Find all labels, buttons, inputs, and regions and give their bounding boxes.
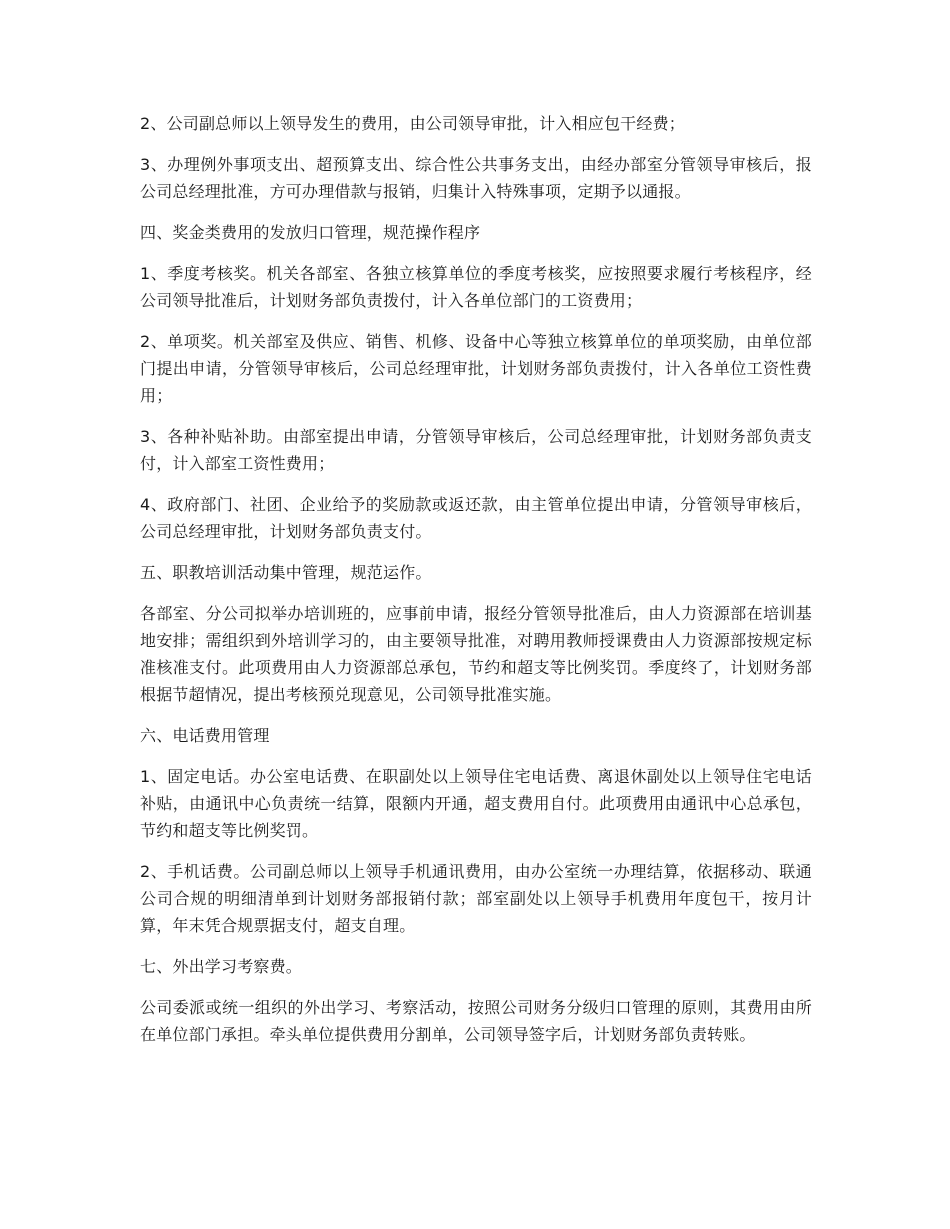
paragraph-quarterly-bonus: 1、季度考核奖。机关各部室、各独立核算单位的季度考核奖，应按照要求履行考核程序，经公司领导批准后，计划财务部负责拨付，计入各单位部门的工资费用； [140, 264, 812, 310]
section-heading-telephone-expenses: 六、电话费用管理 [140, 726, 270, 745]
paragraph-training-details: 各部室、分公司拟举办培训班的，应事前申请，报经分管领导批准后，由人力资源部在培训基地安排；需组织到外培训学习的，由主要领导批准，对聘用教师授课费由人力资源部按规定标准核准支付。此项费用由人力资源部总承包，节约和超支等比例奖罚。季度终了，计划财务部根据节超情况，提出考核预兑现意见，公司领导批准实施。 [140, 604, 812, 704]
paragraph-item-3-exceptional-expenses: 3、办理例外事项支出、超预算支出、综合性公共事务支出，由经办部室分管领导审核后，报公司总经理批准，方可办理借款与报销，归集计入特殊事项，定期予以通报。 [140, 155, 812, 201]
paragraph-subsidies: 3、各种补贴补助。由部室提出申请，分管领导审核后，公司总经理审批，计划财务部负责支付，计入部室工资性费用； [140, 427, 812, 473]
paragraph-single-item-bonus: 2、单项奖。机关部室及供应、销售、机修、设备中心等独立核算单位的单项奖励，由单位部门提出申请，分管领导审核后，公司总经理审批，计划财务部负责拨付，计入各单位工资性费用； [140, 332, 812, 405]
section-heading-training-management: 五、职教培训活动集中管理，规范运作。 [140, 563, 432, 582]
paragraph-government-rewards: 4、政府部门、社团、企业给予的奖励款或返还款，由主管单位提出申请，分管领导审核后，公司总经理审批，计划财务部负责支付。 [140, 495, 812, 541]
document-page [140, 110, 812, 1062]
section-heading-study-tour-expenses: 七、外出学习考察费。 [140, 957, 303, 976]
paragraph-fixed-telephone: 1、固定电话。办公室电话费、在职副处以上领导住宅电话费、离退休副处以上领导住宅电话补贴，由通讯中心负责统一结算，限额内开通，超支费用自付。此项费用由通讯中心总承包，节约和超支等比例奖罚。 [140, 767, 812, 840]
paragraph-mobile-phone: 2、手机话费。公司副总师以上领导手机通讯费用，由办公室统一办理结算，依据移动、联通公司合规的明细清单到计划财务部报销付款；部室副处以上领导手机费用年度包干，按月计算，年末凭合规票据支付，超支自理。 [140, 862, 812, 935]
paragraph-item-2-vice-chief-expenses: 2、公司副总师以上领导发生的费用，由公司领导审批，计入相应包干经费； [140, 114, 685, 133]
section-heading-bonus-management: 四、奖金类费用的发放归口管理，规范操作程序 [140, 223, 481, 242]
paragraph-study-tour-details: 公司委派或统一组织的外出学习、考察活动，按照公司财务分级归口管理的原则，其费用由所在单位部门承担。牵头单位提供费用分割单，公司领导签字后，计划财务部负责转账。 [140, 998, 812, 1044]
